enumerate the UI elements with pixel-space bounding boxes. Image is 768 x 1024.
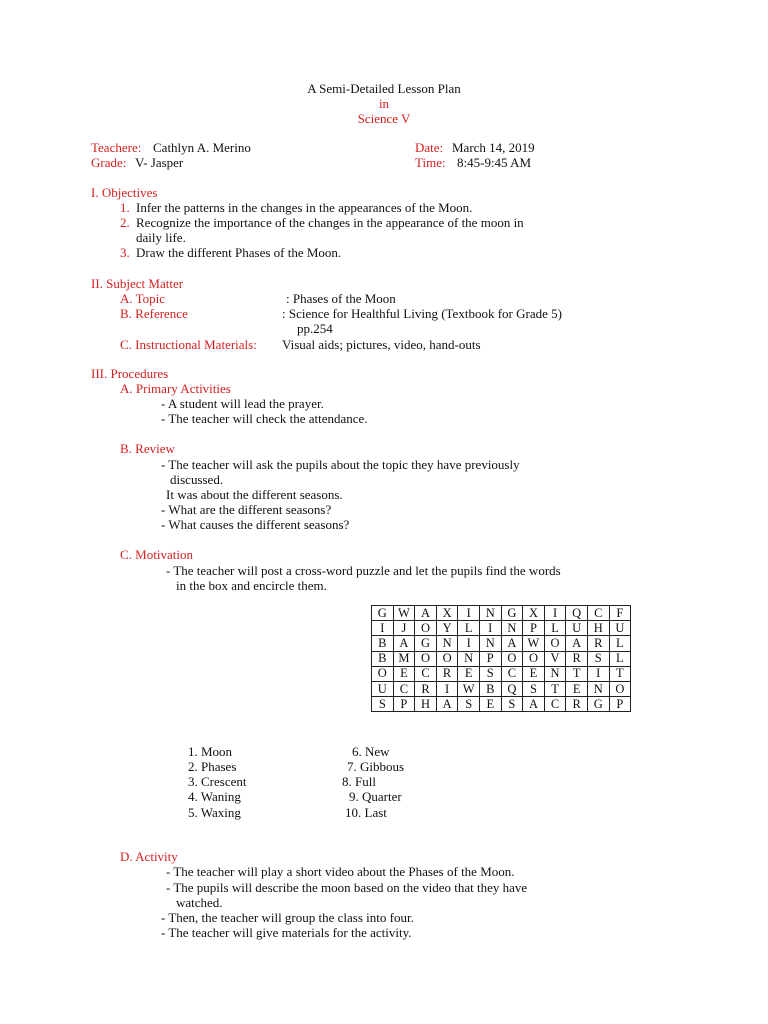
puzzle-cell: N <box>501 621 523 636</box>
puzzle-cell: E <box>458 666 480 681</box>
puzzle-cell: E <box>393 666 415 681</box>
puzzle-cell: S <box>501 697 523 712</box>
puzzle-cell: S <box>523 681 545 696</box>
motivation-line-2: in the box and encircle them. <box>176 578 327 593</box>
puzzle-cell: S <box>458 697 480 712</box>
review-line-2: discussed. <box>170 472 224 487</box>
puzzle-cell: I <box>479 621 501 636</box>
objective-num-3: 3. <box>120 245 130 260</box>
puzzle-cell: B <box>372 636 394 651</box>
materials-label: C. Instructional Materials: <box>120 337 257 352</box>
puzzle-cell: U <box>609 621 631 636</box>
puzzle-cell: H <box>415 697 437 712</box>
puzzle-cell: A <box>523 697 545 712</box>
puzzle-cell: I <box>436 681 458 696</box>
review-line-5: - What causes the different seasons? <box>161 517 350 532</box>
puzzle-row <box>372 606 631 621</box>
puzzle-cell: P <box>393 697 415 712</box>
puzzle-cell: O <box>372 666 394 681</box>
puzzle-cell: S <box>587 651 609 666</box>
puzzle-cell: L <box>458 621 480 636</box>
puzzle-cell: X <box>436 606 458 621</box>
puzzle-cell: R <box>566 697 588 712</box>
puzzle-cell: C <box>393 681 415 696</box>
puzzle-cell: M <box>393 651 415 666</box>
puzzle-cell: O <box>415 651 437 666</box>
puzzle-cell: A <box>415 606 437 621</box>
puzzle-cell: W <box>523 636 545 651</box>
puzzle-cell: U <box>372 681 394 696</box>
puzzle-cell: B <box>372 651 394 666</box>
puzzle-cell: U <box>566 621 588 636</box>
puzzle-cell: N <box>479 636 501 651</box>
puzzle-cell: Q <box>501 681 523 696</box>
puzzle-cell: E <box>566 681 588 696</box>
puzzle-cell: H <box>587 621 609 636</box>
puzzle-cell: O <box>436 651 458 666</box>
puzzle-cell: C <box>415 666 437 681</box>
review-label: B. Review <box>120 441 175 456</box>
puzzle-cell: E <box>479 697 501 712</box>
review-line-4: - What are the different seasons? <box>161 502 332 517</box>
activity-label: D. Activity <box>120 849 178 864</box>
word-list-right-1: 6. New <box>352 744 390 759</box>
motivation-label: C. Motivation <box>120 547 193 562</box>
puzzle-cell: X <box>523 606 545 621</box>
puzzle-cell: C <box>501 666 523 681</box>
word-list-left-1: 1. Moon <box>188 744 233 759</box>
puzzle-row <box>372 697 631 712</box>
puzzle-cell: R <box>587 636 609 651</box>
word-list-left-5: 5. Waxing <box>188 805 241 820</box>
word-list-left-2: 2. Phases <box>188 759 237 774</box>
puzzle-cell: P <box>479 651 501 666</box>
puzzle-cell: S <box>372 697 394 712</box>
objective-text-1: Infer the patterns in the changes in the appearances of the Moon. <box>136 200 473 215</box>
review-line-1: - The teacher will ask the pupils about the topic they have previously <box>161 457 520 472</box>
puzzle-cell: A <box>566 636 588 651</box>
date-label: Date: <box>415 140 444 155</box>
puzzle-cell: S <box>479 666 501 681</box>
objective-text-3: Draw the different Phases of the Moon. <box>136 245 342 260</box>
activity-line-1: - The teacher will play a short video about the Phases of the Moon. <box>166 864 515 879</box>
puzzle-cell: R <box>566 651 588 666</box>
puzzle-cell: I <box>458 606 480 621</box>
puzzle-cell: O <box>523 651 545 666</box>
puzzle-cell: N <box>544 666 566 681</box>
puzzle-cell: P <box>523 621 545 636</box>
subject-matter-heading: II. Subject Matter <box>91 276 184 291</box>
puzzle-cell: O <box>544 636 566 651</box>
puzzle-cell: A <box>393 636 415 651</box>
grade-label: Grade: <box>91 155 127 170</box>
puzzle-row <box>372 666 631 681</box>
puzzle-cell: R <box>415 681 437 696</box>
puzzle-cell: I <box>458 636 480 651</box>
puzzle-cell: A <box>501 636 523 651</box>
topic-value: : Phases of the Moon <box>286 291 396 306</box>
topic-label: A. Topic <box>120 291 166 306</box>
title-line-3: Science V <box>357 111 411 126</box>
puzzle-cell: P <box>609 697 631 712</box>
procedures-heading: III. Procedures <box>91 366 169 381</box>
puzzle-cell: J <box>393 621 415 636</box>
time-value: 8:45-9:45 AM <box>457 155 532 170</box>
puzzle-cell: G <box>372 606 394 621</box>
activity-line-2: - The pupils will describe the moon based on the video that they have <box>166 880 528 895</box>
puzzle-row <box>372 621 631 636</box>
puzzle-cell: T <box>609 666 631 681</box>
puzzle-cell: L <box>609 636 631 651</box>
puzzle-cell: N <box>436 636 458 651</box>
reference-cont: pp.254 <box>297 321 333 336</box>
activity-line-3: watched. <box>176 895 223 910</box>
puzzle-cell: E <box>523 666 545 681</box>
puzzle-cell: C <box>587 606 609 621</box>
puzzle-cell: N <box>587 681 609 696</box>
puzzle-row <box>372 636 631 651</box>
objective-text-2-cont: daily life. <box>136 230 186 245</box>
puzzle-cell: C <box>544 697 566 712</box>
motivation-line-1: - The teacher will post a cross-word puzzle and let the pupils find the words <box>166 563 561 578</box>
word-list-left-3: 3. Crescent <box>188 774 247 789</box>
puzzle-cell: I <box>587 666 609 681</box>
puzzle-cell: N <box>458 651 480 666</box>
grade-value: V- Jasper <box>135 155 184 170</box>
activity-line-5: - The teacher will give materials for the activity. <box>161 925 412 940</box>
title-line-2: in <box>378 96 390 111</box>
puzzle-cell: B <box>479 681 501 696</box>
puzzle-cell: F <box>609 606 631 621</box>
puzzle-cell: G <box>415 636 437 651</box>
puzzle-cell: O <box>415 621 437 636</box>
puzzle-cell: Q <box>566 606 588 621</box>
puzzle-cell: V <box>544 651 566 666</box>
activity-line-4: - Then, the teacher will group the class into four. <box>161 910 414 925</box>
puzzle-cell: R <box>436 666 458 681</box>
primary-activities-label: A. Primary Activities <box>120 381 231 396</box>
puzzle-cell: Y <box>436 621 458 636</box>
puzzle-row <box>372 681 631 696</box>
puzzle-cell: O <box>609 681 631 696</box>
puzzle-cell: G <box>501 606 523 621</box>
reference-value: : Science for Healthful Living (Textbook for Grade 5) <box>282 306 562 321</box>
objective-num-2: 2. <box>120 215 130 230</box>
word-list-right-2: 7. Gibbous <box>347 759 405 774</box>
objectives-heading: I. Objectives <box>91 185 158 200</box>
puzzle-cell: O <box>501 651 523 666</box>
puzzle-cell: T <box>566 666 588 681</box>
title-line-1: A Semi-Detailed Lesson Plan <box>307 81 461 96</box>
puzzle-cell: T <box>544 681 566 696</box>
puzzle-cell: I <box>544 606 566 621</box>
materials-value: Visual aids; pictures, video, hand-outs <box>282 337 481 352</box>
word-list-right-3: 8. Full <box>342 774 376 789</box>
word-list-left-4: 4. Waning <box>188 789 241 804</box>
puzzle-cell: W <box>458 681 480 696</box>
objective-num-1: 1. <box>120 200 130 215</box>
word-search-grid <box>371 605 631 712</box>
puzzle-cell: L <box>609 651 631 666</box>
puzzle-cell: L <box>544 621 566 636</box>
puzzle-cell: G <box>587 697 609 712</box>
teacher-value: Cathlyn A. Merino <box>153 140 251 155</box>
date-value: March 14, 2019 <box>452 140 535 155</box>
word-list-right-5: 10. Last <box>345 805 387 820</box>
word-list-right-4: 9. Quarter <box>349 789 402 804</box>
puzzle-cell: A <box>436 697 458 712</box>
teacher-label: Teachere: <box>91 140 142 155</box>
puzzle-cell: I <box>372 621 394 636</box>
objective-text-2: Recognize the importance of the changes in the appearance of the moon in <box>136 215 524 230</box>
time-label: Time: <box>415 155 446 170</box>
reference-label: B. Reference <box>120 306 188 321</box>
review-line-3: It was about the different seasons. <box>166 487 343 502</box>
primary-line-1: - A student will lead the prayer. <box>161 396 324 411</box>
puzzle-row <box>372 651 631 666</box>
puzzle-cell: N <box>479 606 501 621</box>
primary-line-2: - The teacher will check the attendance. <box>161 411 368 426</box>
puzzle-cell: W <box>393 606 415 621</box>
